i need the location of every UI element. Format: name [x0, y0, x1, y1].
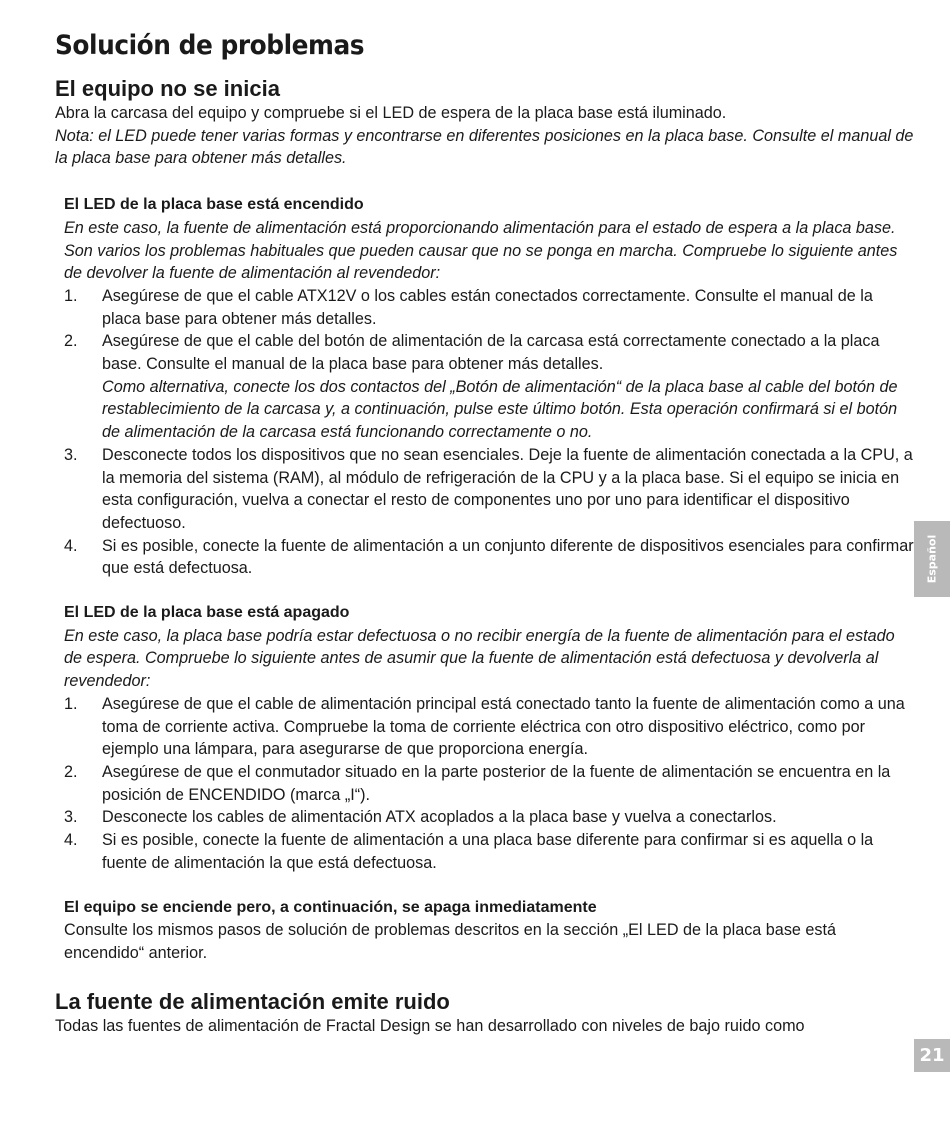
section-intro: Abra la carcasa del equipo y compruebe si el LED de espera de la placa base está iluminado.: [55, 104, 727, 122]
led-on-block: [64, 194, 915, 580]
list-item: 1. Asegúrese de que el cable ATX12V o los cables están conectados correctamente. Consulte el manual de la placa base para obtener más detalles.: [64, 286, 873, 328]
shutdown-heading: El equipo se enciende pero, a continuación, se apaga inmediatamente: [64, 898, 597, 916]
section-heading-no-start: El equipo no se inicia: [55, 76, 280, 101]
language-tab-label: Español: [925, 534, 939, 584]
page-number: 21: [914, 1039, 950, 1072]
led-off-block: [64, 602, 915, 874]
section-note: Nota: el LED puede tener varias formas y encontrarse en diferentes posiciones en la placa base. Consulte el manual de la placa base para obtener más detalles.: [55, 126, 914, 168]
shutdown-block: [64, 897, 915, 965]
list-item: 3. Desconecte los cables de alimentación ATX acoplados a la placa base y vuelva a conectarlos.: [64, 808, 777, 827]
led-off-intro: En este caso, la placa base podría estar defectuosa o no recibir energía de la fuente de alimentación para el estado de espera. Compruebe lo siguiente antes de asumir que la fuente de alimentación está defectuosa y devolverla al revendedor:: [64, 626, 895, 691]
page-content: [55, 26, 915, 1037]
list-item-note: Como alternativa, conecte los dos contactos del „Botón de alimentación“ de la placa base al cable del botón de restablecimiento de la carcasa y, a continuación, pulse este último botón. Esta operación confirmará si el botón de alimentación de la carcasa está funcionando correctamente o no.: [102, 377, 898, 442]
noise-text: Todas las fuentes de alimentación de Fractal Design se han desarrollado con niveles de bajo ruido como: [55, 1016, 805, 1035]
list-item: 2. Asegúrese de que el conmutador situado en la parte posterior de la fuente de alimentación se encuentra en la posición de ENCENDIDO (marca „I“).: [64, 762, 891, 804]
list-item: 4. Si es posible, conecte la fuente de alimentación a una placa base diferente para confirmar si es aquella o la fuente de alimentación la que está defectuosa.: [64, 831, 874, 872]
led-off-list: [64, 693, 915, 875]
led-on-heading: El LED de la placa base está encendido: [64, 196, 364, 214]
list-item: 1. Asegúrese de que el cable de alimentación principal está conectado tanto la fuente de alimentación como a una toma de corriente activa. Compruebe la toma de corriente eléctrica con otro dispositivo eléctrico, como por ejemplo una lámpara, para asegurarse de que proporciona energía.: [64, 694, 905, 759]
led-on-intro: En este caso, la fuente de alimentación está proporcionando alimentación para el estado de espera a la placa base. Son varios los problemas habituales que pueden causar que no se ponga en marcha. Compruebe lo siguiente antes de devolver la fuente de alimentación al revendedor:: [64, 218, 898, 283]
list-item: 4. Si es posible, conecte la fuente de alimentación a un conjunto diferente de dispositivos esenciales para confirmar que está defectuosa.: [64, 536, 914, 578]
list-item: 2. Asegúrese de que el cable del botón de alimentación de la carcasa está correctamente conectado a la placa base. Consulte el manual de la placa base para obtener más detalles. Como alternativa, conecte los dos contactos del „Botón de alimentación“ de la placa base al cable del botón de restablecimiento de la carcasa y, a continuación, pulse este último botón. Esta operación confirmará si el botón de alimentación de la carcasa está funcionando correctamente o no.: [64, 332, 898, 442]
led-on-list: [64, 285, 915, 580]
page-title: Solución de problemas: [55, 30, 365, 61]
shutdown-text: Consulte los mismos pasos de solución de problemas descritos en la sección „El LED de la placa base está encendido“ anterior.: [64, 921, 837, 962]
language-tab: [914, 521, 950, 597]
led-off-heading: El LED de la placa base está apagado: [64, 604, 350, 622]
section-heading-noise: La fuente de alimentación emite ruido: [55, 988, 450, 1014]
list-item: 3. Desconecte todos los dispositivos que no sean esenciales. Deje la fuente de alimentación conectada a la CPU, a la memoria del sistema (RAM), al módulo de refrigeración de la CPU y a la placa base. Si el equipo se inicia en esta configuración, vuelva a conectar el resto de componentes uno por uno para identificar el dispositivo defectuoso.: [64, 445, 913, 532]
